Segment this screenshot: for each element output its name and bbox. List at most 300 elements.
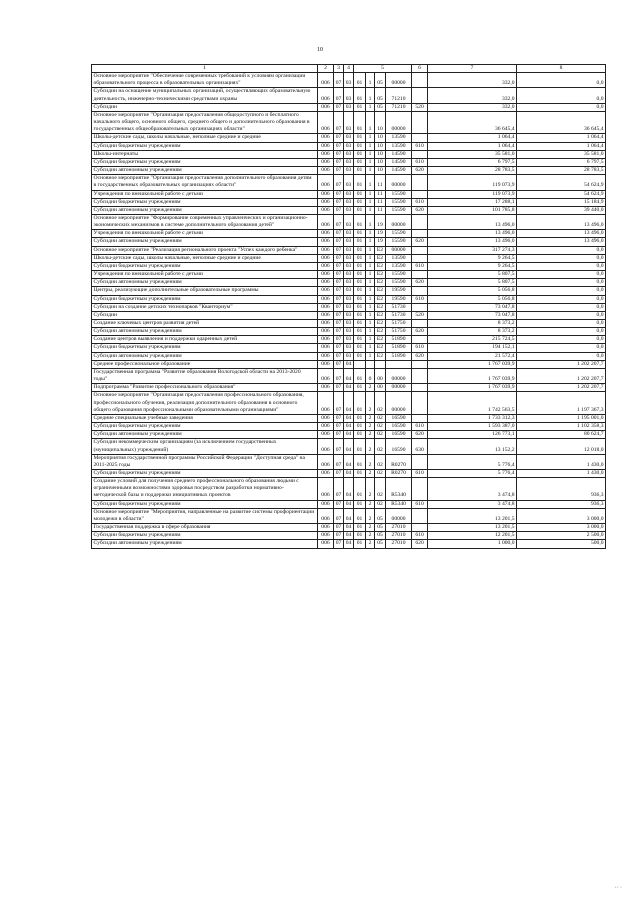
code-admin: 006 — [318, 238, 334, 246]
code-direction: 51730 — [386, 303, 412, 311]
code-direction: 14590 — [386, 150, 412, 158]
table-row — [92, 320, 606, 328]
code-program: 01 — [354, 167, 366, 175]
code-expense-type: 610 — [412, 262, 428, 270]
header-cell: 2 — [318, 65, 334, 73]
code-section: 07 — [334, 287, 344, 295]
code-section: 07 — [334, 150, 344, 158]
code-subsection: 03 — [344, 311, 354, 319]
code-program: 01 — [354, 328, 366, 336]
code-expense-type — [412, 392, 428, 414]
code-expense-type: 610 — [412, 344, 428, 352]
amount-2019: 5 776,4 — [428, 454, 517, 469]
code-subprogram: 1 — [366, 190, 375, 198]
amount-2020: 28 783,5 — [517, 167, 606, 175]
amount-2020: 0,0 — [517, 279, 606, 287]
code-activity: 19 — [375, 230, 386, 238]
code-admin: 006 — [318, 190, 334, 198]
row-name: Субсидии бюджетным учреждениям — [92, 142, 318, 150]
header-cell: 6 — [412, 65, 428, 73]
code-subprogram: 2 — [366, 508, 375, 523]
code-direction: R0270 — [386, 469, 412, 477]
code-activity: 02 — [375, 423, 386, 431]
code-subprogram: 0 — [366, 368, 375, 383]
code-subsection: 04 — [344, 392, 354, 414]
code-direction: 15590 — [386, 279, 412, 287]
row-name: Субсидии — [92, 103, 318, 111]
code-admin: 006 — [318, 431, 334, 439]
code-subprogram: 2 — [366, 524, 375, 532]
code-expense-type — [412, 368, 428, 383]
code-activity: E2 — [375, 311, 386, 319]
code-program: 01 — [354, 198, 366, 206]
code-program: 01 — [354, 206, 366, 214]
amount-2020: 13 496,0 — [517, 230, 606, 238]
amount-2020: 0,0 — [517, 320, 606, 328]
code-expense-type — [412, 134, 428, 142]
amount-2019: 194 152,1 — [428, 344, 517, 352]
code-program: 01 — [354, 230, 366, 238]
table-row — [92, 88, 606, 103]
code-direction: 51890 — [386, 344, 412, 352]
header-cell: 8 — [517, 65, 606, 73]
code-expense-type — [412, 246, 428, 254]
amount-2019: 119 073,9 — [428, 175, 517, 190]
code-subprogram: 1 — [366, 167, 375, 175]
code-program: 01 — [354, 150, 366, 158]
table-row — [92, 206, 606, 214]
code-admin: 006 — [318, 500, 334, 508]
code-section: 07 — [334, 238, 344, 246]
code-subsection: 04 — [344, 469, 354, 477]
code-direction: 19590 — [386, 295, 412, 303]
code-program: 01 — [354, 384, 366, 392]
amount-2020: 0,0 — [517, 311, 606, 319]
row-name: Субсидии бюджетным учреждениям — [92, 423, 318, 431]
code-activity: E2 — [375, 336, 386, 344]
code-admin: 006 — [318, 532, 334, 540]
code-direction: 27010 — [386, 532, 412, 540]
amount-2019: 13 152,2 — [428, 439, 517, 454]
code-subsection: 03 — [344, 150, 354, 158]
code-direction: 15590 — [386, 206, 412, 214]
code-section: 07 — [334, 111, 344, 133]
code-subsection: 03 — [344, 88, 354, 103]
code-subprogram: 2 — [366, 478, 375, 500]
code-expense-type — [412, 320, 428, 328]
table-row — [92, 111, 606, 133]
table-row — [92, 238, 606, 246]
amount-2020: 1 197 367,3 — [517, 392, 606, 414]
code-direction: 00000 — [386, 214, 412, 229]
table-row — [92, 303, 606, 311]
code-expense-type: 620 — [412, 238, 428, 246]
amount-2019: 8 373,2 — [428, 320, 517, 328]
code-section: 07 — [334, 230, 344, 238]
amount-2019: 1 064,4 — [428, 142, 517, 150]
header-cell: 1 — [92, 65, 318, 73]
code-activity: 05 — [375, 508, 386, 523]
code-program: 01 — [354, 352, 366, 360]
code-section: 07 — [334, 206, 344, 214]
amount-2020: 0,0 — [517, 262, 606, 270]
code-subsection: 04 — [344, 524, 354, 532]
table-row — [92, 279, 606, 287]
code-program: 01 — [354, 336, 366, 344]
code-direction — [386, 360, 412, 368]
amount-2020: 54 624,9 — [517, 175, 606, 190]
code-program: 01 — [354, 469, 366, 477]
code-program: 01 — [354, 540, 366, 548]
code-admin: 006 — [318, 303, 334, 311]
table-row — [92, 175, 606, 190]
code-admin: 006 — [318, 295, 334, 303]
amount-2019: 1 767 039,9 — [428, 360, 517, 368]
code-admin: 006 — [318, 454, 334, 469]
code-admin: 006 — [318, 320, 334, 328]
code-expense-type — [412, 360, 428, 368]
code-program: 01 — [354, 320, 366, 328]
row-name: Субсидии автономным учреждениям — [92, 238, 318, 246]
code-admin: 006 — [318, 103, 334, 111]
amount-2019: 1 767 039,9 — [428, 384, 517, 392]
code-section: 07 — [334, 198, 344, 206]
table-row — [92, 414, 606, 422]
code-expense-type — [412, 190, 428, 198]
code-direction: 15590 — [386, 238, 412, 246]
table-row — [92, 431, 606, 439]
code-expense-type — [412, 73, 428, 88]
code-admin: 006 — [318, 352, 334, 360]
table-row — [92, 478, 606, 500]
code-expense-type — [412, 414, 428, 422]
code-section: 07 — [334, 508, 344, 523]
row-name: Мероприятия государственной программы Российской Федерации "Доступная среда" на 2011-2025 годы — [92, 454, 318, 469]
code-activity: 10 — [375, 111, 386, 133]
row-name: Центры, реализующие дополнительные образовательные программы — [92, 287, 318, 295]
code-direction: 51730 — [386, 311, 412, 319]
row-name: Субсидии автономным учреждениям — [92, 167, 318, 175]
table-row — [92, 214, 606, 229]
table-row — [92, 500, 606, 508]
amount-2019: 13 496,0 — [428, 238, 517, 246]
code-section: 07 — [334, 478, 344, 500]
code-admin: 006 — [318, 262, 334, 270]
code-activity: 10 — [375, 150, 386, 158]
code-expense-type — [412, 336, 428, 344]
code-subprogram: 1 — [366, 344, 375, 352]
code-direction: 00000 — [386, 508, 412, 523]
code-expense-type — [412, 230, 428, 238]
row-name: Субсидии автономным учреждениям — [92, 206, 318, 214]
amount-2020: 0,0 — [517, 352, 606, 360]
amount-2020: 80 624,7 — [517, 431, 606, 439]
amount-2020: 15 184,9 — [517, 198, 606, 206]
table-row — [92, 295, 606, 303]
table-row — [92, 532, 606, 540]
code-subprogram: 1 — [366, 320, 375, 328]
table-row — [92, 384, 606, 392]
code-section: 07 — [334, 352, 344, 360]
code-activity: 00 — [375, 384, 386, 392]
code-program: 01 — [354, 73, 366, 88]
code-program: 01 — [354, 262, 366, 270]
code-activity: 05 — [375, 88, 386, 103]
row-name: Основное мероприятие "Реализация регионального проекта "Успех каждого ребенка" — [92, 246, 318, 254]
code-activity: 11 — [375, 175, 386, 190]
code-expense-type — [412, 214, 428, 229]
code-activity: E2 — [375, 287, 386, 295]
code-admin: 006 — [318, 167, 334, 175]
code-activity: E2 — [375, 262, 386, 270]
code-subprogram: 1 — [366, 142, 375, 150]
code-expense-type: 610 — [412, 500, 428, 508]
code-program: 01 — [354, 279, 366, 287]
code-program: 01 — [354, 238, 366, 246]
row-name: Субсидии бюджетным учреждениям — [92, 500, 318, 508]
row-name: Субсидии автономным учреждениям — [92, 352, 318, 360]
code-subprogram: 1 — [366, 198, 375, 206]
code-admin: 006 — [318, 336, 334, 344]
code-direction: 00000 — [386, 73, 412, 88]
code-admin: 006 — [318, 423, 334, 431]
code-expense-type: 620 — [412, 352, 428, 360]
code-section: 07 — [334, 279, 344, 287]
code-program: 01 — [354, 311, 366, 319]
code-program: 01 — [354, 158, 366, 166]
amount-2020: 0,0 — [517, 287, 606, 295]
code-admin: 006 — [318, 254, 334, 262]
code-admin: 006 — [318, 478, 334, 500]
table-row — [92, 540, 606, 548]
row-name: Основное мероприятие "Организация предоставления профессионального образования, профессионального обучения, реализация дополнительного образования в основного общего образования профессиональными образовательными организациями" — [92, 392, 318, 414]
code-subprogram — [366, 360, 375, 368]
code-subsection: 04 — [344, 500, 354, 508]
code-admin: 006 — [318, 328, 334, 336]
code-subsection: 03 — [344, 254, 354, 262]
code-expense-type — [412, 254, 428, 262]
amount-2019: 5 776,4 — [428, 469, 517, 477]
code-subsection: 03 — [344, 336, 354, 344]
code-admin: 006 — [318, 175, 334, 190]
code-expense-type — [412, 454, 428, 469]
row-name: Основное мероприятие "Формирование современных управленческих и организационно-экономических механизмов в системе дополнительного образования детей" — [92, 214, 318, 229]
code-activity: 02 — [375, 500, 386, 508]
code-activity: 10 — [375, 142, 386, 150]
code-subsection: 03 — [344, 230, 354, 238]
amount-2020: 1 195 001,0 — [517, 414, 606, 422]
table-row — [92, 103, 606, 111]
amount-2019: 3 474,8 — [428, 500, 517, 508]
amount-2019: 5 807,5 — [428, 279, 517, 287]
code-activity: 10 — [375, 167, 386, 175]
code-program: 01 — [354, 368, 366, 383]
budget-table-sheet — [91, 64, 605, 549]
amount-2019: 101 785,8 — [428, 206, 517, 214]
code-subprogram: 2 — [366, 439, 375, 454]
amount-2019: 13 496,0 — [428, 214, 517, 229]
footer-mark: ·· · — [614, 885, 622, 891]
table-row — [92, 368, 606, 383]
header-row — [92, 65, 606, 73]
code-direction: 00000 — [386, 175, 412, 190]
row-name: Субсидии — [92, 311, 318, 319]
code-activity: 11 — [375, 190, 386, 198]
amount-2019: 119 073,9 — [428, 190, 517, 198]
code-section: 07 — [334, 328, 344, 336]
row-name: Субсидии бюджетным учреждениям — [92, 469, 318, 477]
row-name: Субсидии некоммерческим организациям (за исключением государственных (муниципальных) учреждений) — [92, 439, 318, 454]
amount-2020: 0,0 — [517, 336, 606, 344]
code-subprogram: 1 — [366, 238, 375, 246]
code-section: 07 — [334, 214, 344, 229]
row-name: Субсидии бюджетным учреждениям — [92, 295, 318, 303]
code-subprogram: 1 — [366, 262, 375, 270]
code-subsection: 04 — [344, 508, 354, 523]
amount-2020: 54 624,9 — [517, 190, 606, 198]
code-subprogram: 1 — [366, 271, 375, 279]
code-direction: R5340 — [386, 500, 412, 508]
table-row — [92, 158, 606, 166]
amount-2020: 0,0 — [517, 303, 606, 311]
amount-2020: 0,0 — [517, 103, 606, 111]
header-cell: 4 — [344, 65, 354, 73]
code-admin: 006 — [318, 206, 334, 214]
code-subsection: 03 — [344, 175, 354, 190]
amount-2019: 126 773,1 — [428, 431, 517, 439]
amount-2020: 1 064,4 — [517, 134, 606, 142]
row-name: Основное мероприятие "Обеспечение современных требований к условиям организации образовательного процесса в образовательных организациях" — [92, 73, 318, 88]
budget-table — [91, 64, 606, 549]
code-program: 01 — [354, 271, 366, 279]
row-name: Средние специальные учебные заведения — [92, 414, 318, 422]
table-row — [92, 311, 606, 319]
code-section: 07 — [334, 384, 344, 392]
code-direction: 15590 — [386, 271, 412, 279]
code-expense-type: 610 — [412, 469, 428, 477]
code-admin: 006 — [318, 360, 334, 368]
code-activity: 11 — [375, 206, 386, 214]
code-subprogram: 2 — [366, 384, 375, 392]
code-section: 07 — [334, 158, 344, 166]
amount-2020: 13 496,0 — [517, 214, 606, 229]
code-program: 01 — [354, 524, 366, 532]
amount-2019: 1 064,4 — [428, 134, 517, 142]
code-expense-type — [412, 303, 428, 311]
amount-2020: 3 000,0 — [517, 524, 606, 532]
code-subsection: 04 — [344, 360, 354, 368]
code-subprogram: 2 — [366, 423, 375, 431]
code-section: 07 — [334, 103, 344, 111]
code-subprogram: 1 — [366, 206, 375, 214]
code-program: 01 — [354, 303, 366, 311]
code-subprogram: 1 — [366, 336, 375, 344]
code-activity: 05 — [375, 103, 386, 111]
code-expense-type — [412, 287, 428, 295]
code-subsection: 03 — [344, 73, 354, 88]
table-row — [92, 469, 606, 477]
code-program: 01 — [354, 246, 366, 254]
code-admin: 006 — [318, 469, 334, 477]
code-subprogram: 1 — [366, 88, 375, 103]
code-direction: 19590 — [386, 287, 412, 295]
code-activity — [375, 360, 386, 368]
table-row — [92, 454, 606, 469]
code-activity: 02 — [375, 431, 386, 439]
code-direction: 16590 — [386, 431, 412, 439]
table-row — [92, 423, 606, 431]
code-expense-type: 620 — [412, 431, 428, 439]
code-expense-type: 630 — [412, 439, 428, 454]
code-subprogram: 2 — [366, 532, 375, 540]
amount-2019: 5 807,5 — [428, 271, 517, 279]
code-program: 01 — [354, 478, 366, 500]
code-admin: 006 — [318, 384, 334, 392]
code-subsection: 03 — [344, 271, 354, 279]
code-admin: 006 — [318, 344, 334, 352]
code-admin: 006 — [318, 73, 334, 88]
code-program: 01 — [354, 142, 366, 150]
code-admin: 006 — [318, 392, 334, 414]
amount-2020: 0,0 — [517, 271, 606, 279]
code-subsection: 03 — [344, 103, 354, 111]
code-admin: 006 — [318, 214, 334, 229]
amount-2019: 3 474,8 — [428, 478, 517, 500]
amount-2020: 936,3 — [517, 500, 606, 508]
code-expense-type — [412, 150, 428, 158]
row-name: Субсидии бюджетным учреждениям — [92, 158, 318, 166]
code-expense-type: 620 — [412, 279, 428, 287]
code-subsection: 03 — [344, 111, 354, 133]
code-expense-type: 610 — [412, 423, 428, 431]
code-subsection: 03 — [344, 303, 354, 311]
amount-2020: 0,0 — [517, 344, 606, 352]
amount-2020: 0,0 — [517, 246, 606, 254]
code-program: 01 — [354, 414, 366, 422]
code-activity: E2 — [375, 352, 386, 360]
code-activity: 19 — [375, 238, 386, 246]
code-activity: 02 — [375, 392, 386, 414]
code-activity: E2 — [375, 303, 386, 311]
code-subprogram: 1 — [366, 214, 375, 229]
code-section: 07 — [334, 439, 344, 454]
amount-2020: 13 496,0 — [517, 238, 606, 246]
code-subsection: 03 — [344, 134, 354, 142]
table-row — [92, 336, 606, 344]
code-subsection: 03 — [344, 142, 354, 150]
code-program: 01 — [354, 134, 366, 142]
code-activity: 05 — [375, 524, 386, 532]
code-program: 01 — [354, 111, 366, 133]
amount-2020: 1 202 207,7 — [517, 384, 606, 392]
code-subsection: 03 — [344, 198, 354, 206]
amount-2019: 332,0 — [428, 88, 517, 103]
code-admin: 006 — [318, 88, 334, 103]
code-direction: 71210 — [386, 88, 412, 103]
code-activity: E2 — [375, 295, 386, 303]
code-subprogram: 2 — [366, 500, 375, 508]
table-row — [92, 360, 606, 368]
code-direction: R0270 — [386, 454, 412, 469]
code-program: 01 — [354, 532, 366, 540]
code-subsection: 03 — [344, 246, 354, 254]
code-activity: 10 — [375, 134, 386, 142]
code-subprogram: 2 — [366, 540, 375, 548]
amount-2019: 332,0 — [428, 103, 517, 111]
code-subprogram: 1 — [366, 103, 375, 111]
code-section: 07 — [334, 469, 344, 477]
code-program: 01 — [354, 103, 366, 111]
